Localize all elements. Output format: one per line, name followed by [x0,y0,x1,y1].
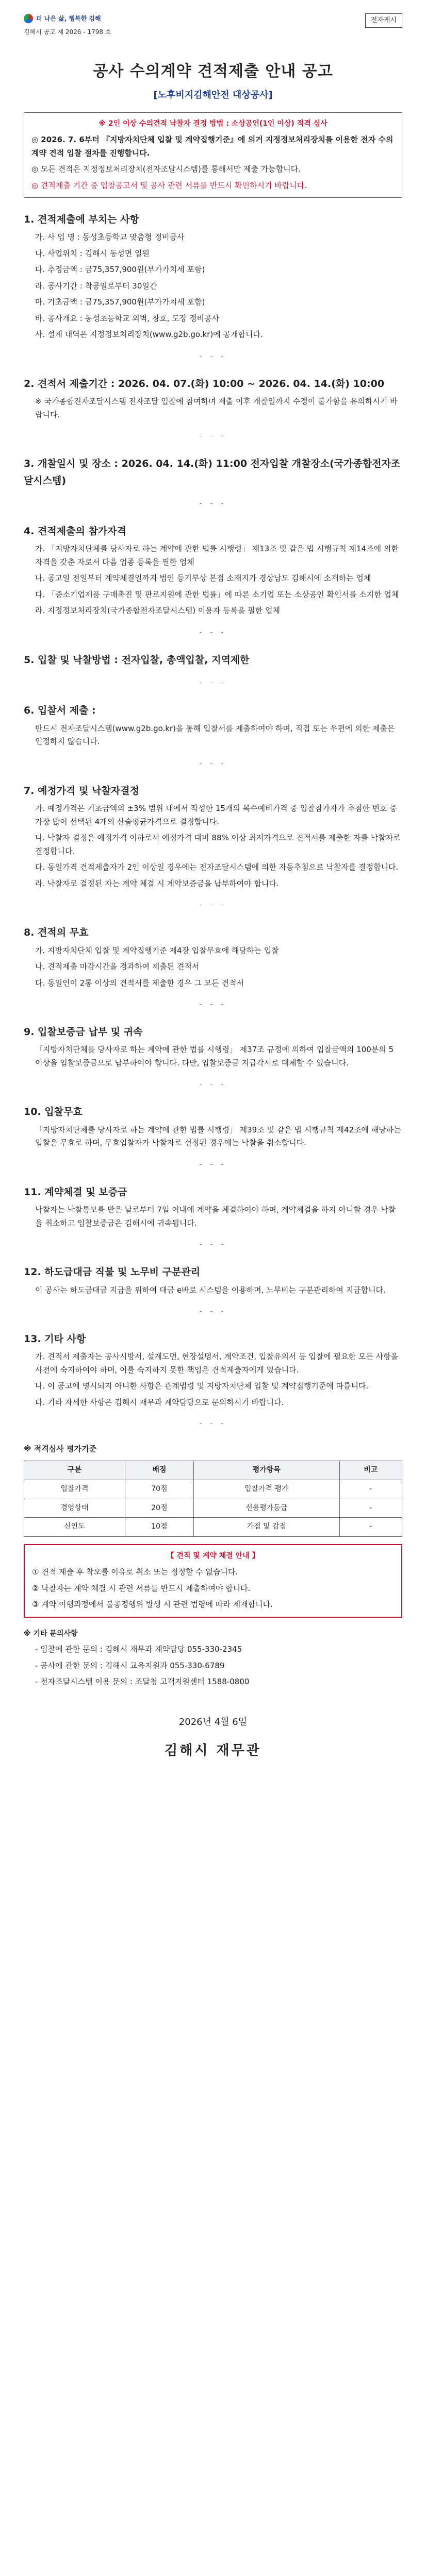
contact-line: - 입찰에 관한 문의 : 김해시 재무과 계약담당 055-330-2345 [35,1645,242,1654]
table-header-cell: 평가항목 [194,1461,340,1480]
section-divider: - - - [199,1420,227,1428]
section-title: 1. 견적제출에 부치는 사항 [24,214,139,226]
section-line: 마. 기초금액 : 금75,357,900원(부가가치세 포함) [35,297,205,307]
notice-box [24,112,402,198]
highlight-line: ② 낙찰자는 계약 체결 시 관련 서류를 반드시 제출하여야 합니다. [32,1583,251,1593]
logo-text: 더 나은 삶, 행복한 김해 [36,15,101,22]
table-cell: - [339,1518,402,1537]
highlight-title: 【 견적 및 계약 체결 안내 】 [167,1552,259,1561]
notice-section [24,1104,402,1170]
highlight-line: ① 견적 제출 후 착오를 이유로 취소 또는 정정할 수 없습니다. [32,1567,238,1577]
notice-section [24,455,402,510]
page-title: 공사 수의계약 견적제출 안내 공고 [93,62,333,80]
section-divider: - - - [199,1160,227,1168]
section-line: 가. 예정가격은 기초금액의 ±3% 범위 내에서 작성한 15개의 복수예비가격 중 입찰참가자가 추첨한 번호 중 가장 많이 선택된 4개의 산술평균가격으로 결정합니다. [35,804,397,826]
section-line: 다. 기타 자세한 사항은 김해시 재무과 계약담당으로 문의하시기 바랍니다. [35,1397,284,1407]
section-title: 9. 입찰보증금 납부 및 귀속 [24,1026,143,1038]
section-line: 가. 「지방자치단체를 당사자로 하는 계약에 관한 법률 시행령」 제13조 및 같은 법 시행규칙 제14조에 의한 자격을 갖춘 자로서 다음 업종 등록을 필한 업체 [35,544,399,567]
section-divider: - - - [199,1308,227,1316]
gimhae-logo [24,13,111,24]
section-title: 10. 입찰무효 [24,1106,83,1118]
section-line: 나. 사업위치 : 김해시 동성면 일원 [35,248,150,258]
section-divider: - - - [199,679,227,687]
table-cell: - [339,1480,402,1499]
table-header-cell: 배점 [125,1461,193,1480]
section-divider: - - - [199,628,227,636]
section-line: 라. 공사기간 : 착공일로부터 30일간 [35,281,157,291]
table-cell: 신인도 [24,1518,125,1537]
section-line: 사. 설계 내역은 지정정보처리장치(www.g2b.go.kr)에 공개합니다. [35,330,263,340]
section-line: 라. 낙찰자로 결정된 자는 계약 체결 시 계약보증금을 납부하여야 합니다. [35,878,279,888]
section-line: 가. 지방자치단체 입찰 및 계약집행기준 제4장 입찰무효에 해당하는 입찰 [35,945,279,955]
header-left [24,13,111,38]
table-row [24,1480,402,1499]
section-title: 7. 예정가격 및 낙찰자결정 [24,785,139,796]
notice-section [24,1024,402,1090]
section-line: 가. 견적서 제출자는 공사시방서, 설계도면, 현장설명서, 계약조건, 입찰유의서 등 입찰에 필요한 모든 사항을 사전에 숙지하여야 하며, 이를 숙지하지 못한 책임은 견적제출자에게 있습니다. [35,1352,399,1375]
contact-section [24,1628,402,1689]
section-title: 4. 견적제출의 참가자격 [24,526,126,537]
table-header-cell: 구분 [24,1461,125,1480]
section-title: 2. 견적서 제출기간 : 2026. 04. 07.(화) 10:00 ~ 2026. 04. 14.(화) 10:00 [24,378,385,390]
notice-section [24,523,402,638]
section-divider: - - - [199,352,227,360]
section-divider: - - - [199,500,227,508]
notice-line: ◎ 2026. 7. 6부터 『지방자치단체 입찰 및 계약집행기준』에 의거 지정정보처리장치를 이용한 전자 수의계약 견적 입찰 절차를 진행합니다. [31,135,394,158]
section-line: 나. 이 공고에 명시되지 아니한 사항은 관계법령 및 지방자치단체 입찰 및 계약집행기준에 따릅니다. [35,1381,369,1391]
contact-title: ※ 기타 문의사항 [24,1629,78,1638]
table-cell: 경영상태 [24,1499,125,1518]
section-line: 가. 사 업 명 : 동성초등학교 맞춤형 정비공사 [35,232,185,242]
board-label: 전자게시 [365,13,402,28]
table-row [24,1518,402,1537]
table-row [24,1499,402,1518]
table-cell: 입찰가격 [24,1480,125,1499]
section-title: 12. 하도급대금 직불 및 노무비 구분관리 [24,1266,201,1278]
section-line: 다. 「중소기업제품 구매촉진 및 판로지원에 관한 법률」에 따른 소기업 또는 소상공인 확인서를 소지한 업체 [35,589,399,599]
notice-section [24,211,402,362]
table-cell: 20점 [125,1499,193,1518]
section-line: 「지방자치단체를 당사자로 하는 계약에 관한 법률 시행령」 제39조 및 같은 법 시행규칙 제42조에 해당하는 입찰은 무효로 하며, 무효입찰자가 낙찰자로 선정된 경우에는 낙찰을 취소합니다. [35,1125,401,1148]
contact-line: - 전자조달시스템 이용 문의 : 조달청 고객지원센터 1588-0800 [35,1677,250,1687]
page-subtitle: [노후비지김해안전 대상공사] [153,89,273,100]
table-cell: 10점 [125,1518,193,1537]
section-title: 5. 입찰 및 낙찰방법 : 전자입찰, 총액입찰, 지역제한 [24,654,250,666]
section-line: 낙찰자는 낙찰통보를 받은 날로부터 7일 이내에 계약을 체결하여야 하며, 계약체결을 하지 아니할 경우 낙찰을 취소하고 입찰보증금은 김해시에 귀속됩니다. [35,1205,396,1228]
table-caption: ※ 적격심사 평가기준 [24,1444,96,1453]
table-header-row [24,1461,402,1480]
section-title: 8. 견적의 무효 [24,927,89,939]
notice-section [24,702,402,769]
notice-lead: ※ 2인 이상 수의견적 낙찰자 결정 방법 : 소상공인(1인 이상) 적격 심사 [99,120,327,128]
contract-notice-box [24,1544,402,1617]
notice-line: ◎ 모든 견적은 지정정보처리장치(전자조달시스템)를 통해서만 제출 가능합니다. [31,164,301,174]
section-title: 3. 개찰일시 및 장소 : 2026. 04. 14.(화) 11:00 전자입찰 개찰장소(국가종합전자조달시스템) [24,458,401,486]
notice-section [24,376,402,442]
notice-line: ◎ 견적제출 기간 중 입찰공고서 및 공사 관련 서류를 반드시 확인하시기 바랍니다. [31,180,307,190]
evaluation-table [24,1461,402,1537]
sections-container [24,211,402,1430]
notice-section [24,1184,402,1250]
doc-number: 김해시 공고 제 2026 - 1798 호 [24,28,111,36]
section-line: 다. 추정금액 : 금75,357,900원(부가가치세 포함) [35,265,205,275]
section-divider: - - - [199,1080,227,1089]
section-line: 바. 공사개요 : 동성초등학교 외벽, 창호, 도장 정비공사 [35,313,220,323]
table-header-cell: 비고 [339,1461,402,1480]
table-cell: 가점 및 감점 [194,1518,340,1537]
notice-section [24,1331,402,1430]
section-title: 13. 기타 사항 [24,1333,86,1345]
section-line: 다. 동일가격 견적제출자가 2인 이상일 경우에는 전자조달시스템에 의한 자동추첨으로 낙찰자를 결정합니다. [35,862,399,872]
section-divider: - - - [199,1241,227,1249]
section-line: 나. 공고일 전일부터 계약체결일까지 법인 등기부상 본점 소재지가 경상남도 김해시에 소재하는 업체 [35,573,371,583]
section-line: 라. 지정정보처리장치(국가종합전자조달시스템) 이용자 등록을 필한 업체 [35,606,281,616]
section-line: 다. 동일인이 2통 이상의 견적서를 제출한 경우 그 모든 견적서 [35,978,244,988]
section-divider: - - - [199,759,227,767]
section-divider: - - - [199,1001,227,1008]
section-title: 6. 입찰서 제출 : [24,705,96,717]
section-line: 나. 견적제출 마감시간을 경과하여 제출된 견적서 [35,962,200,971]
section-line: ※ 국가종합전자조달시스템 전자조달 입찰에 참여하며 제출 이후 개찰일까지 수정이 불가함을 유의하시기 바랍니다. [35,397,398,419]
table-cell: 신용평가등급 [194,1499,340,1518]
logo-mark-icon [24,14,33,23]
notice-section [24,1264,402,1317]
section-divider: - - - [199,432,227,440]
notice-section [24,924,402,1010]
footer-org: 김해시 재무관 [165,1743,261,1759]
notice-section [24,783,402,911]
table-cell: 70점 [125,1480,193,1499]
section-line: 반드시 전자조달시스템(www.g2b.go.kr)을 통해 입찰서를 제출하여야 하며, 직접 또는 우편에 의한 제출은 인정하지 않습니다. [35,723,395,747]
highlight-line: ③ 계약 이행과정에서 불공정행위 발생 시 관련 법령에 따라 제재합니다. [32,1600,273,1609]
section-line: 「지방자치단체를 당사자로 하는 계약에 관한 법률 시행령」 제37조 규정에 의하여 입찰금액의 100분의 5 이상을 입찰보증금으로 납부하여야 합니다. 다만, 입찰보증금 지급각서로 대체할 수 있습니다. [35,1045,394,1067]
section-line: 나. 낙찰자 결정은 예정가격 이하로서 예정가격 대비 88% 이상 최저가격으로 견적서를 제출한 자를 낙찰자로 결정합니다. [35,833,401,856]
section-divider: - - - [199,901,227,909]
top-bar [24,13,402,38]
section-line: 이 공사는 하도급대금 지급을 위하여 대금 e바로 시스템을 이용하며, 노무비는 구분관리하여 지급합니다. [35,1285,386,1295]
contact-line: - 공사에 관한 문의 : 김해시 교육지원과 055-330-6789 [35,1660,225,1670]
footer-date: 2026년 4월 6일 [178,1716,248,1727]
notice-section [24,652,402,689]
section-title: 11. 계약체결 및 보증금 [24,1186,127,1198]
table-cell: 입찰가격 평가 [194,1480,340,1499]
table-cell: - [339,1499,402,1518]
